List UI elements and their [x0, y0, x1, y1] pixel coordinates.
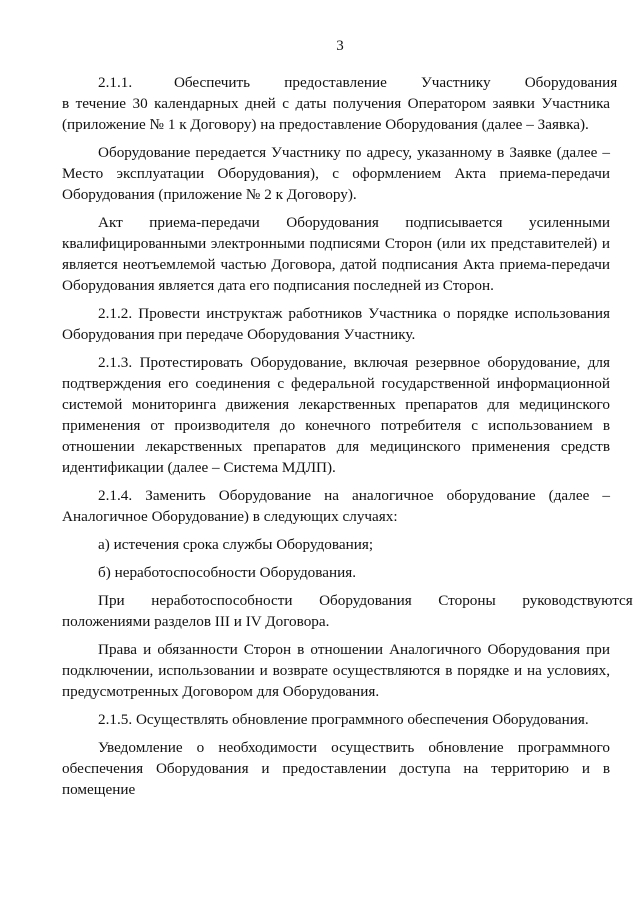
- paragraph-2-1-5: 2.1.5. Осуществлять обновление программного обеспечения Оборудования.: [98, 711, 589, 728]
- paragraph-inoperability-sections: При неработоспособности Оборудования Стороны руководствуются положениями разделов III и IV Договора.: [62, 592, 633, 630]
- list-item-inoperability: б) неработоспособности Оборудования.: [98, 564, 357, 581]
- paragraph-2-1-3: 2.1.3. Протестировать Оборудование, включая резервное оборудование, для подтверждения его соединения с федеральной государственной информационной системой мониторинга движения лекарственных препаратов для медицинского применения от производителя до конечного потребителя с использованием в отношении лекарственных препаратов для медицинского применения средств идентификации (далее – Система МДЛП).: [62, 354, 610, 476]
- paragraph-equipment-transfer: Оборудование передается Участнику по адресу, указанному в Заявке (далее – Место эксплуатации Оборудования), с оформлением Акта приема-передачи Оборудования (приложение № 2 к Договору).: [62, 144, 610, 203]
- paragraph-rights-obligations: Права и обязанности Сторон в отношении Аналогичного Оборудования при подключении, использовании и возврате осуществляются в порядке и на условиях, предусмотренных Договором для Оборудования.: [62, 641, 610, 700]
- page-number: 3: [336, 38, 344, 54]
- paragraph-2-1-2: 2.1.2. Провести инструктаж работников Участника о порядке использования Оборудования при передаче Оборудования Участнику.: [62, 305, 610, 343]
- paragraph-2-1-1: 2.1.1. Обеспечить предоставление Участнику Оборудования в течение 30 календарных дней с даты получения Оператором заявки Участника (приложение № 1 к Договору) на предоставление Оборудования (далее – Заявка).: [62, 74, 618, 133]
- paragraph-update-notice: Уведомление о необходимости осуществить обновление программного обеспечения Оборудования и предоставлении доступа на территорию и в помещение: [62, 739, 610, 798]
- paragraph-acceptance-act: Акт приема-передачи Оборудования подписывается усиленными квалифицированными электронными подписями Сторон (или их представителей) и является неотъемлемой частью Договора, датой подписания Акта приема-передачи Оборудования является дата его подписания последней из Сторон.: [62, 214, 610, 294]
- list-item-service-life: а) истечения срока службы Оборудования;: [98, 536, 374, 553]
- paragraph-2-1-4: 2.1.4. Заменить Оборудование на аналогичное оборудование (далее – Аналогичное Оборудование) в следующих случаях:: [62, 487, 610, 525]
